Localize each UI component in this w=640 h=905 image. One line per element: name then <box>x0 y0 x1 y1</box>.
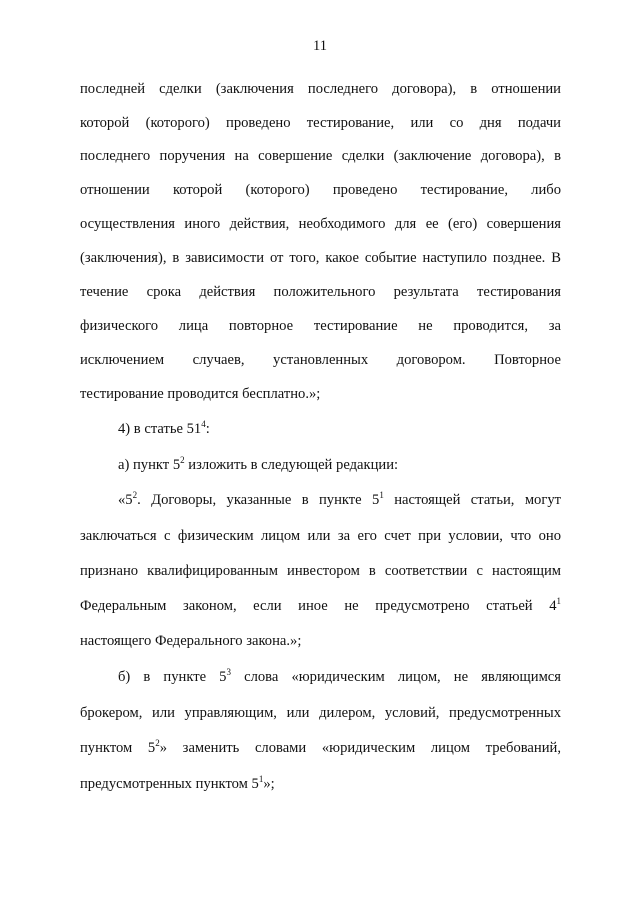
text-line-10: тестирование проводится бесплатно.»; <box>80 386 321 402</box>
text-line-5: осуществления иного действия, необходимого для ее (его) совершения <box>80 216 561 232</box>
text-line-9: исключением случаев, установленных договором. Повторное <box>80 352 561 368</box>
text-line-7: течение срока действия положительного результата тестирования <box>80 284 561 300</box>
text-line-6: (заключения), в зависимости от того, какое событие наступило позднее. В <box>80 250 561 266</box>
quote-line-2: заключаться с физическим лицом или за его счет при условии, что оно <box>80 528 561 544</box>
text-line-1: последней сделки (заключения последнего договора), в отношении <box>80 81 561 97</box>
quote-line-1: «$5^2$. Договоры, указанные в пункте $5^1$ настоящей статьи, могут <box>118 490 562 508</box>
item-b-line-3: пунктом $5^2$» заменить словами «юридическим лицом требований, <box>80 738 561 756</box>
item-b-line-1: б) в пункте $5^3$ слова «юридическим лицом, не являющимся <box>118 667 561 685</box>
text-line-8: физического лица повторное тестирование не проводится, за <box>80 318 561 334</box>
text-line-4: отношении которой (которого) проведено тестирование, либо <box>80 182 561 198</box>
item-4-heading: 4) в статье $51^4$: <box>118 419 210 437</box>
quote-line-3: признано квалифицированным инвестором в соответствии с настоящим <box>80 563 561 579</box>
item-b-line-4: предусмотренных пунктом $5^1$»; <box>80 774 275 792</box>
quote-line-4: Федеральным законом, если иное не предусмотрено статьей $4^1$ <box>80 596 561 614</box>
page-number: 11 <box>313 38 327 54</box>
text-line-3: последнего поручения на совершение сделки (заключение договора), в <box>80 148 561 164</box>
item-b-line-2: брокером, или управляющим, или дилером, условий, предусмотренных <box>80 705 561 721</box>
quote-line-5: настоящего Федерального закона.»; <box>80 633 302 649</box>
item-a-heading: а) пункт $5^2$ изложить в следующей редакции: <box>118 455 399 473</box>
text-line-2: которой (которого) проведено тестирование, или со дня подачи <box>80 115 561 131</box>
